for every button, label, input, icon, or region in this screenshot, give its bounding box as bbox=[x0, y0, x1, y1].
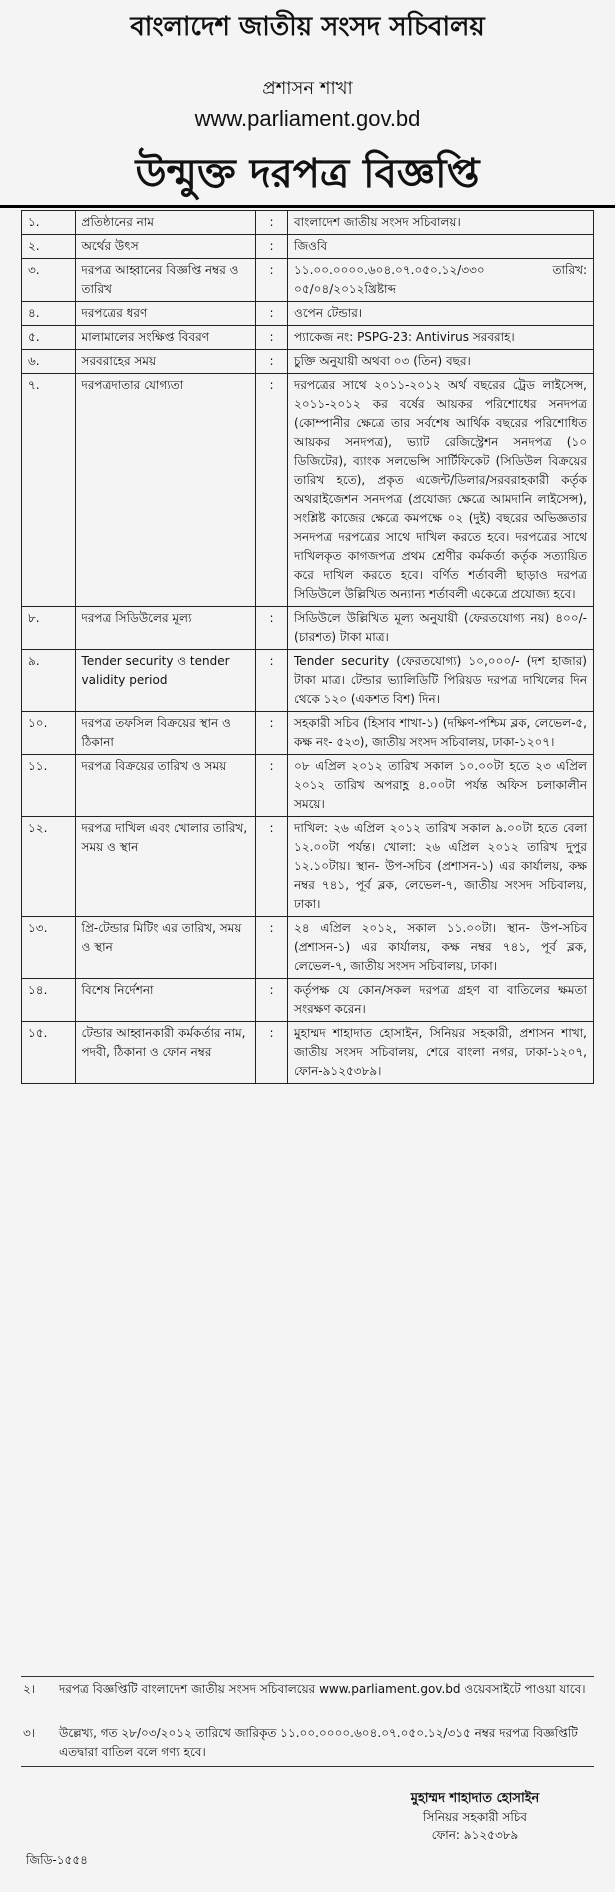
table-row bbox=[22, 374, 594, 607]
row-label: দরপত্র দাখিল এবং খোলার তারিখ, সময় ও স্থান bbox=[75, 817, 256, 917]
row-serial: ৯. bbox=[22, 650, 76, 712]
header-divider bbox=[0, 205, 615, 208]
notice-title: উন্মুক্ত দরপত্র বিজ্ঞপ্তি bbox=[135, 151, 480, 197]
table-row bbox=[22, 350, 594, 374]
row-colon: : bbox=[256, 650, 288, 712]
row-value: ওপেন টেন্ডার। bbox=[288, 302, 594, 326]
row-colon: : bbox=[256, 302, 288, 326]
row-colon: : bbox=[256, 917, 288, 979]
signature-block bbox=[365, 1790, 585, 1844]
row-serial: ২. bbox=[22, 235, 76, 259]
row-label: মালামালের সংক্ষিপ্ত বিবরণ bbox=[75, 326, 256, 350]
row-colon: : bbox=[256, 1022, 288, 1084]
row-value: ২৪ এপ্রিল ২০১২, সকাল ১১.০০টা। স্থান- উপ-সচিব (প্রশাসন-১) এর কার্যালয়, কক্ষ নম্বর ৭৪১, পূর্ব ব্লক, লেভেল-৭, জাতীয় সংসদ সচিবালয়, ঢাকা। bbox=[288, 917, 594, 979]
row-value: সিডিউলে উল্লিখিত মূল্য অনুযায়ী (ফেরতযোগ্য নয়) ৪০০/- (চারশত) টাকা মাত্র। bbox=[288, 607, 594, 650]
table-row bbox=[22, 817, 594, 917]
row-label: দরপত্র সিডিউলের মূল্য bbox=[75, 607, 256, 650]
footnote-text: দরপত্র বিজ্ঞপ্তিটি বাংলাদেশ জাতীয় সংসদ সচিবালয়ের www.parliament.gov.bd ওয়েবসাইটে পাওয়া যাবে। bbox=[59, 1682, 586, 1696]
row-serial: ১১. bbox=[22, 755, 76, 817]
table-row bbox=[22, 979, 594, 1022]
row-value: সহকারী সচিব (হিসাব শাখা-১) (দক্ষিণ-পশ্চিম ব্লক, লেভেল-৫, কক্ষ নং- ৫২৩), জাতীয় সংসদ সচিবালয়, ঢাকা-১২০৭। bbox=[288, 712, 594, 755]
row-value: দরপত্রের সাথে ২০১১-২০১২ অর্থ বছরের ট্রেড লাইসেন্স, ২০১১-২০১২ কর বর্ষের আয়কর পরিশোধের সনদপত্র (কোম্পানীর ক্ষেত্রে তার সর্বশেষ আর্থিক বছরের পরিশোধিত আয়কর সনদপত্র), ভ্যাট রেজিস্ট্রেশন সনদপত্র (১০ ডিজিটের), ব্যাংক সলভেন্সি সার্টিফিকেট (সিডিউল বিক্রয়ের তারিখ হতে), প্রকৃত এজেন্ট/ডিলার/সরবরাহকারী কর্তৃক অথরাইজেশন সনদপত্র (প্রযোজ্য ক্ষেত্রে আমদানি লাইসেন্স), সংশ্লিষ্ট কাজের ক্ষেত্রে কমপক্ষে ০২ (দুই) বছরের অভিজ্ঞতার সনদপত্র দরপত্রের সাথে দাখিল করতে হবে। দরপত্রের সাথে দাখিলকৃত কাগজপত্র প্রথম শ্রেণীর কর্মকর্তা কর্তৃক সত্যায়িত করে দাখিল করতে হবে। বর্ণিত শর্তাবলী ছাড়াও দরপত্র সিডিউলে উল্লিখিত অন্যান্য শর্তাবলী একেত্রে প্রযোজ্য হবে। bbox=[288, 374, 594, 607]
footnote-bottom-divider bbox=[21, 1766, 594, 1767]
footnote-text: উল্লেখ্য, গত ২৮/০৩/২০১২ তারিখে জারিকৃত ১১.০০.০০০০.৬০৪.০৭.০৫০.১২/৩১৫ নম্বর দরপত্র বিজ্ঞপ্তিটি এতদ্বারা বাতিল বলে গণ্য হবে। bbox=[59, 1726, 578, 1759]
row-label: Tender security ও tender validity period bbox=[75, 650, 256, 712]
row-serial: ১৫. bbox=[22, 1022, 76, 1084]
row-colon: : bbox=[256, 979, 288, 1022]
row-colon: : bbox=[256, 235, 288, 259]
row-value: বাংলাদেশ জাতীয় সংসদ সচিবালয়। bbox=[288, 211, 594, 235]
table-row bbox=[22, 650, 594, 712]
row-colon: : bbox=[256, 326, 288, 350]
gd-number: জিডি-১৫৫৪ bbox=[26, 1853, 88, 1867]
row-serial: ৭. bbox=[22, 374, 76, 607]
row-value: দাখিল: ২৬ এপ্রিল ২০১২ তারিখ সকাল ৯.০০টা হতে বেলা ১২.০০টা পর্যন্ত। খোলা: ২৬ এপ্রিল ২০১২ তারিখ দুপুর ১২.১০টায়। স্থান- উপ-সচিব (প্রশাসন-১) এর কার্যালয়, কক্ষ নম্বর ৭৪১, পূর্ব ব্লক, লেভেল-৭, জাতীয় সংসদ সচিবালয়, ঢাকা। bbox=[288, 817, 594, 917]
row-colon: : bbox=[256, 259, 288, 302]
table-row bbox=[22, 259, 594, 302]
table-row bbox=[22, 1022, 594, 1084]
row-colon: : bbox=[256, 374, 288, 607]
table-row bbox=[22, 607, 594, 650]
row-serial: ৬. bbox=[22, 350, 76, 374]
row-colon: : bbox=[256, 350, 288, 374]
row-serial: ১২. bbox=[22, 817, 76, 917]
row-label: দরপত্র আহ্বানের বিজ্ঞপ্তি নম্বর ও তারিখ bbox=[75, 259, 256, 302]
row-serial: ১৩. bbox=[22, 917, 76, 979]
signatory-name: মুহাম্মদ শাহাদাত হোসাইন bbox=[410, 1791, 540, 1806]
footnote-3 bbox=[21, 1724, 594, 1762]
row-colon: : bbox=[256, 755, 288, 817]
row-label: অর্থের উৎস bbox=[75, 235, 256, 259]
row-value: প্যাকেজ নং: PSPG-23: Antivirus সরবরাহ। bbox=[288, 326, 594, 350]
tender-details-table bbox=[21, 210, 594, 1084]
table-row bbox=[22, 755, 594, 817]
website-address[interactable]: www.parliament.gov.bd bbox=[194, 106, 421, 131]
row-value: ০৮ এপ্রিল ২০১২ তারিখ সকাল ১০.০০টা হতে ২৩ এপ্রিল ২০১২ তারিখ অপরাহ্ণ ৪.০০টা পর্যন্ত অফিস চলাকালীন সময়ে। bbox=[288, 755, 594, 817]
row-serial: ৮. bbox=[22, 607, 76, 650]
footnote-2 bbox=[21, 1680, 594, 1699]
row-label: সরবরাহের সময় bbox=[75, 350, 256, 374]
row-serial: ১০. bbox=[22, 712, 76, 755]
row-label: দরপত্র তফসিল বিক্রয়ের স্থান ও ঠিকানা bbox=[75, 712, 256, 755]
table-row bbox=[22, 712, 594, 755]
row-serial: ৩. bbox=[22, 259, 76, 302]
row-serial: ৪. bbox=[22, 302, 76, 326]
row-value: কর্তৃপক্ষ যে কোন/সকল দরপত্র গ্রহণ বা বাতিলের ক্ষমতা সংরক্ষণ করেন। bbox=[288, 979, 594, 1022]
row-label: টেন্ডার আহ্বানকারী কর্মকর্তার নাম, পদবী, ঠিকানা ও ফোন নম্বর bbox=[75, 1022, 256, 1084]
row-label: বিশেষ নির্দেশনা bbox=[75, 979, 256, 1022]
table-row bbox=[22, 235, 594, 259]
row-colon: : bbox=[256, 817, 288, 917]
branch-name: প্রশাসন শাখা bbox=[262, 78, 353, 99]
footnote-divider bbox=[21, 1676, 594, 1677]
signatory-designation: সিনিয়র সহকারী সচিব bbox=[423, 1810, 527, 1824]
footnote-number: ২। bbox=[23, 1682, 36, 1696]
row-label: দরপত্রদাতার যোগ্যতা bbox=[75, 374, 256, 607]
row-value: ১১.০০.০০০০.৬০৪.০৭.০৫০.১২/৩৩০ তারিখ: ০৫/০৪/২০১২খ্রিষ্টাব্দ bbox=[288, 259, 594, 302]
table-row bbox=[22, 302, 594, 326]
row-value: চুক্তি অনুযায়ী অথবা ০৩ (তিন) বছর। bbox=[288, 350, 594, 374]
row-value: মুহাম্মদ শাহাদাত হোসাইন, সিনিয়র সহকারী, প্রশাসন শাখা, জাতীয় সংসদ সচিবালয়, শেরে বাংলা নগর, ঢাকা-১২০৭, ফোন-৯১২৫৩৮৯। bbox=[288, 1022, 594, 1084]
row-serial: ১৪. bbox=[22, 979, 76, 1022]
signatory-phone: ফোন: ৯১২৫৩৮৯ bbox=[431, 1828, 519, 1842]
row-label: প্রি-টেন্ডার মিটিং এর তারিখ, সময় ও স্থান bbox=[75, 917, 256, 979]
row-value: Tender security (ফেরতযোগ্য) ১০,০০০/- (দশ হাজার) টাকা মাত্র। টেন্ডার ভ্যালিডিটি পিরিয়ড দরপত্র দাখিলের দিন থেকে ১২০ (একশত বিশ) দিন। bbox=[288, 650, 594, 712]
footnote-number: ৩। bbox=[23, 1726, 36, 1740]
row-colon: : bbox=[256, 211, 288, 235]
row-value: জিওবি bbox=[288, 235, 594, 259]
row-label: প্রতিষ্ঠানের নাম bbox=[75, 211, 256, 235]
row-label: দরপত্রের ধরণ bbox=[75, 302, 256, 326]
table-row bbox=[22, 917, 594, 979]
organization-title: বাংলাদেশ জাতীয় সংসদ সচিবালয় bbox=[130, 12, 485, 42]
row-colon: : bbox=[256, 712, 288, 755]
table-row bbox=[22, 326, 594, 350]
row-colon: : bbox=[256, 607, 288, 650]
row-label: দরপত্র বিক্রয়ের তারিখ ও সময় bbox=[75, 755, 256, 817]
row-serial: ৫. bbox=[22, 326, 76, 350]
table-row bbox=[22, 211, 594, 235]
row-serial: ১. bbox=[22, 211, 76, 235]
